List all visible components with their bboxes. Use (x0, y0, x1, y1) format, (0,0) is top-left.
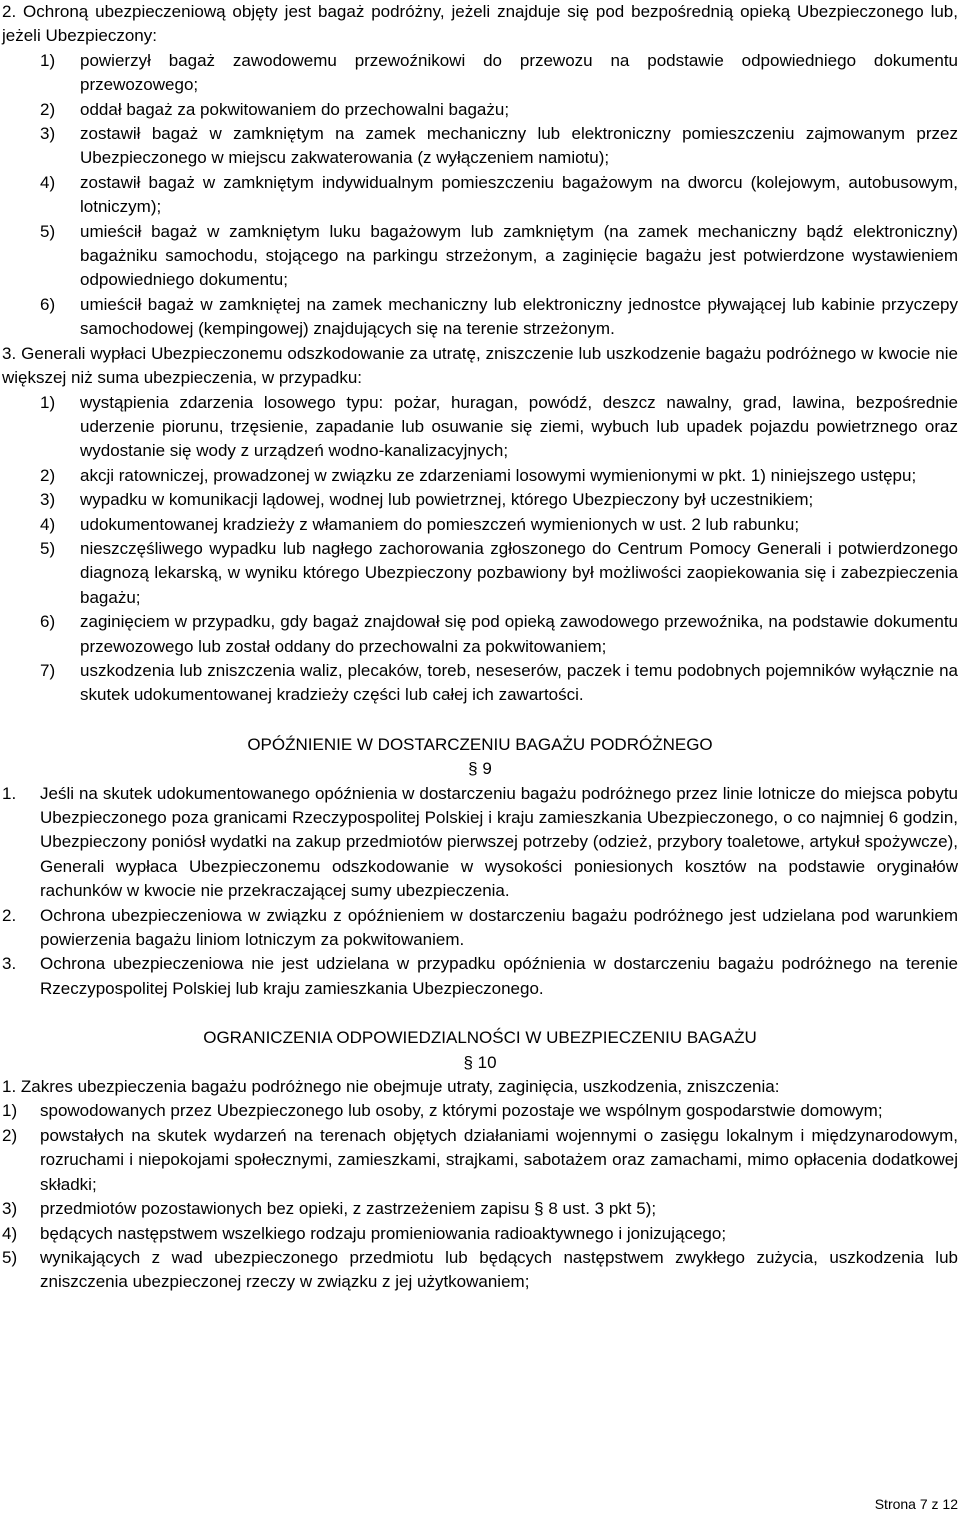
paragraph-8-2: 2. Ochroną ubezpieczeniową objęty jest bagaż podróżny, jeżeli znajduje się pod bezpośrednią opieką Ubezpieczonego lub, jeżeli Ubezpieczony: (2, 2, 958, 46)
list-item: 7) uszkodzenia lub zniszczenia waliz, plecaków, toreb, neseserów, paczek i temu podobnych pojemników wyłącznie na skutek udokumentowanej kradzieży części lub całej ich zawartości. (40, 660, 958, 705)
list-item: 1) powierzył bagaż zawodowemu przewoźnikowi do przewozu na podstawie odpowiedniego dokumentu przewozowego; (40, 50, 958, 95)
list-item: 1) wystąpienia zdarzenia losowego typu: pożar, huragan, powódź, deszcz nawalny, grad, lawina, bezpośrednie uderzenie piorunu, trzęsienie, zapadanie lub osuwanie się ziemi, wybuch lub upadek pojazdu powietrznego oraz wydostanie się wody z urządzeń wodno-kanalizacyjnych; (40, 392, 958, 461)
list-8-2 (2, 49, 958, 342)
list-item: 5) umieścił bagaż w zamkniętym luku bagażowym lub zamkniętym (na zamek mechaniczny bądź elektroniczny) bagażniku samochodu, stojącego na parkingu strzeżonym, a zaginięcie bagażu jest potwierdzone wystawieniem odpowiedniego dokumentu; (40, 221, 958, 290)
list-item: 3. Ochrona ubezpieczeniowa nie jest udzielana w przypadku opóźnienia w dostarczeniu bagażu podróżnego na terenie Rzeczypospolitej Polskiej lub kraju zamieszkania Ubezpieczonego. (2, 954, 958, 998)
list-10-1 (2, 1099, 958, 1294)
list-item: 2) akcji ratowniczej, prowadzonej w związku ze zdarzeniami losowymi wymienionymi w pkt. 1) niniejszego ustępu; (40, 465, 917, 485)
document-page (2, 0, 958, 1295)
list-item: 2) powstałych na skutek wydarzeń na terenach objętych działaniami wojennymi o zasięgu lokalnym i międzynarodowym, rozruchami i niepokojami społecznymi, zamieszkami, strajkami, sabotażem oraz zamachami, mimo opłacenia dodatkowej składki; (2, 1125, 958, 1194)
list-item: 1) spowodowanych przez Ubezpieczonego lub osoby, z którymi pozostaje we wspólnym gospodarstwie domowym; (2, 1101, 883, 1121)
list-item: 1. Jeśli na skutek udokumentowanego opóźnienia w dostarczeniu bagażu podróżnego przez linie lotnicze do miejsca pobytu Ubezpieczonego poza granicami Rzeczypospolitej Polskiej i kraju zamieszkania Ubezpieczonego, o co najmniej 6 godzin, Ubezpieczony poniósł wydatki na zakup przedmiotów pierwszej potrzeby (odzież, przybory toaletowe, artykuł spożywcze), Generali wypłaca Ubezpieczonemu odszkodowanie w wysokości poniesionych kosztów na podstawie oryginałów rachunków w kwocie nie przekraczającej sumy ubezpieczenia. (2, 783, 958, 901)
list-item: 3) zostawił bagaż w zamkniętym na zamek mechaniczny lub elektroniczny pomieszczeniu zajmowanym przez Ubezpieczonego w miejscu zakwaterowania (z wyłączeniem namiotu); (40, 124, 958, 168)
section-symbol: § (463, 1052, 473, 1072)
section-heading-10: OGRANICZENIA ODPOWIEDZIALNOŚCI W UBEZPIECZENIU BAGAŻU (203, 1028, 757, 1048)
list-item: 6) umieścił bagaż w zamkniętej na zamek mechaniczny lub elektroniczny jednostce pływającej lub kabinie przyczepy samochodowej (kempingowej) znajdujących się na terenie strzeżonym. (40, 294, 958, 339)
list-item: 5) nieszczęśliwego wypadku lub nagłego zachorowania zgłoszonego do Centrum Pomocy Generali i potwierdzonego diagnozą lekarską, w wyniku którego Ubezpieczony pozbawiony był możliwości zaopiekowania się i zabezpieczenia bagażu; (40, 538, 958, 607)
list-9 (2, 782, 958, 1002)
page-number: Strona 7 z 12 (874, 1496, 958, 1512)
list-item: 3) wypadku w komunikacji lądowej, wodnej lub powietrznej, którego Ubezpieczony był uczestnikiem; (40, 490, 814, 510)
list-item: 4) zostawił bagaż w zamkniętym indywidualnym pomieszczeniu bagażowym na dworcu (kolejowym, autobusowym, lotniczym); (40, 172, 958, 217)
section-number-10: § 10 (463, 1052, 497, 1072)
section-symbol: § (468, 759, 478, 779)
paragraph-8-3: 3. Generali wypłaci Ubezpieczonemu odszkodowanie za utratę, zniszczenie lub uszkodzenie bagażu podróżnego w kwocie nie większej niż suma ubezpieczenia, w przypadku: (2, 343, 958, 388)
spacer (2, 1001, 958, 1026)
section-number-9: § 9 (468, 759, 492, 779)
paragraph-10-1: 1. Zakres ubezpieczenia bagażu podróżnego nie obejmuje utraty, zaginięcia, uszkodzenia, zniszczenia: (2, 1077, 780, 1097)
list-item: 4) będących następstwem wszelkiego rodzaju promieniowania radioaktywnego i jonizującego; (2, 1223, 727, 1243)
list-8-3 (2, 391, 958, 708)
spacer (2, 708, 958, 733)
list-item: 3) przedmiotów pozostawionych bez opieki, z zastrzeżeniem zapisu § 8 ust. 3 pkt 5); (2, 1199, 657, 1219)
list-item: 5) wynikających z wad ubezpieczonego przedmiotu lub będących następstwem zwykłego zużycia, uszkodzenia lub zniszczenia ubezpieczonej rzeczy w związku z jej użytkowaniem; (2, 1247, 958, 1292)
list-item: 2. Ochrona ubezpieczeniowa w związku z opóźnieniem w dostarczeniu bagażu podróżnego jest udzielana pod warunkiem powierzenia bagażu liniom lotniczym za pokwitowaniem. (2, 905, 958, 950)
section-heading-9: OPÓŹNIENIE W DOSTARCZENIU BAGAŻU PODRÓŻNEGO (247, 734, 713, 754)
list-item: 4) udokumentowanej kradzieży z włamaniem do pomieszczeń wymienionych w ust. 2 lub rabunku; (40, 514, 800, 534)
list-item: 2) oddał bagaż za pokwitowaniem do przechowalni bagażu; (40, 99, 510, 119)
list-item: 6) zaginięciem w przypadku, gdy bagaż znajdował się pod opieką zawodowego przewoźnika, na podstawie dokumentu przewozowego lub został oddany do przechowalni za pokwitowaniem; (40, 612, 958, 656)
